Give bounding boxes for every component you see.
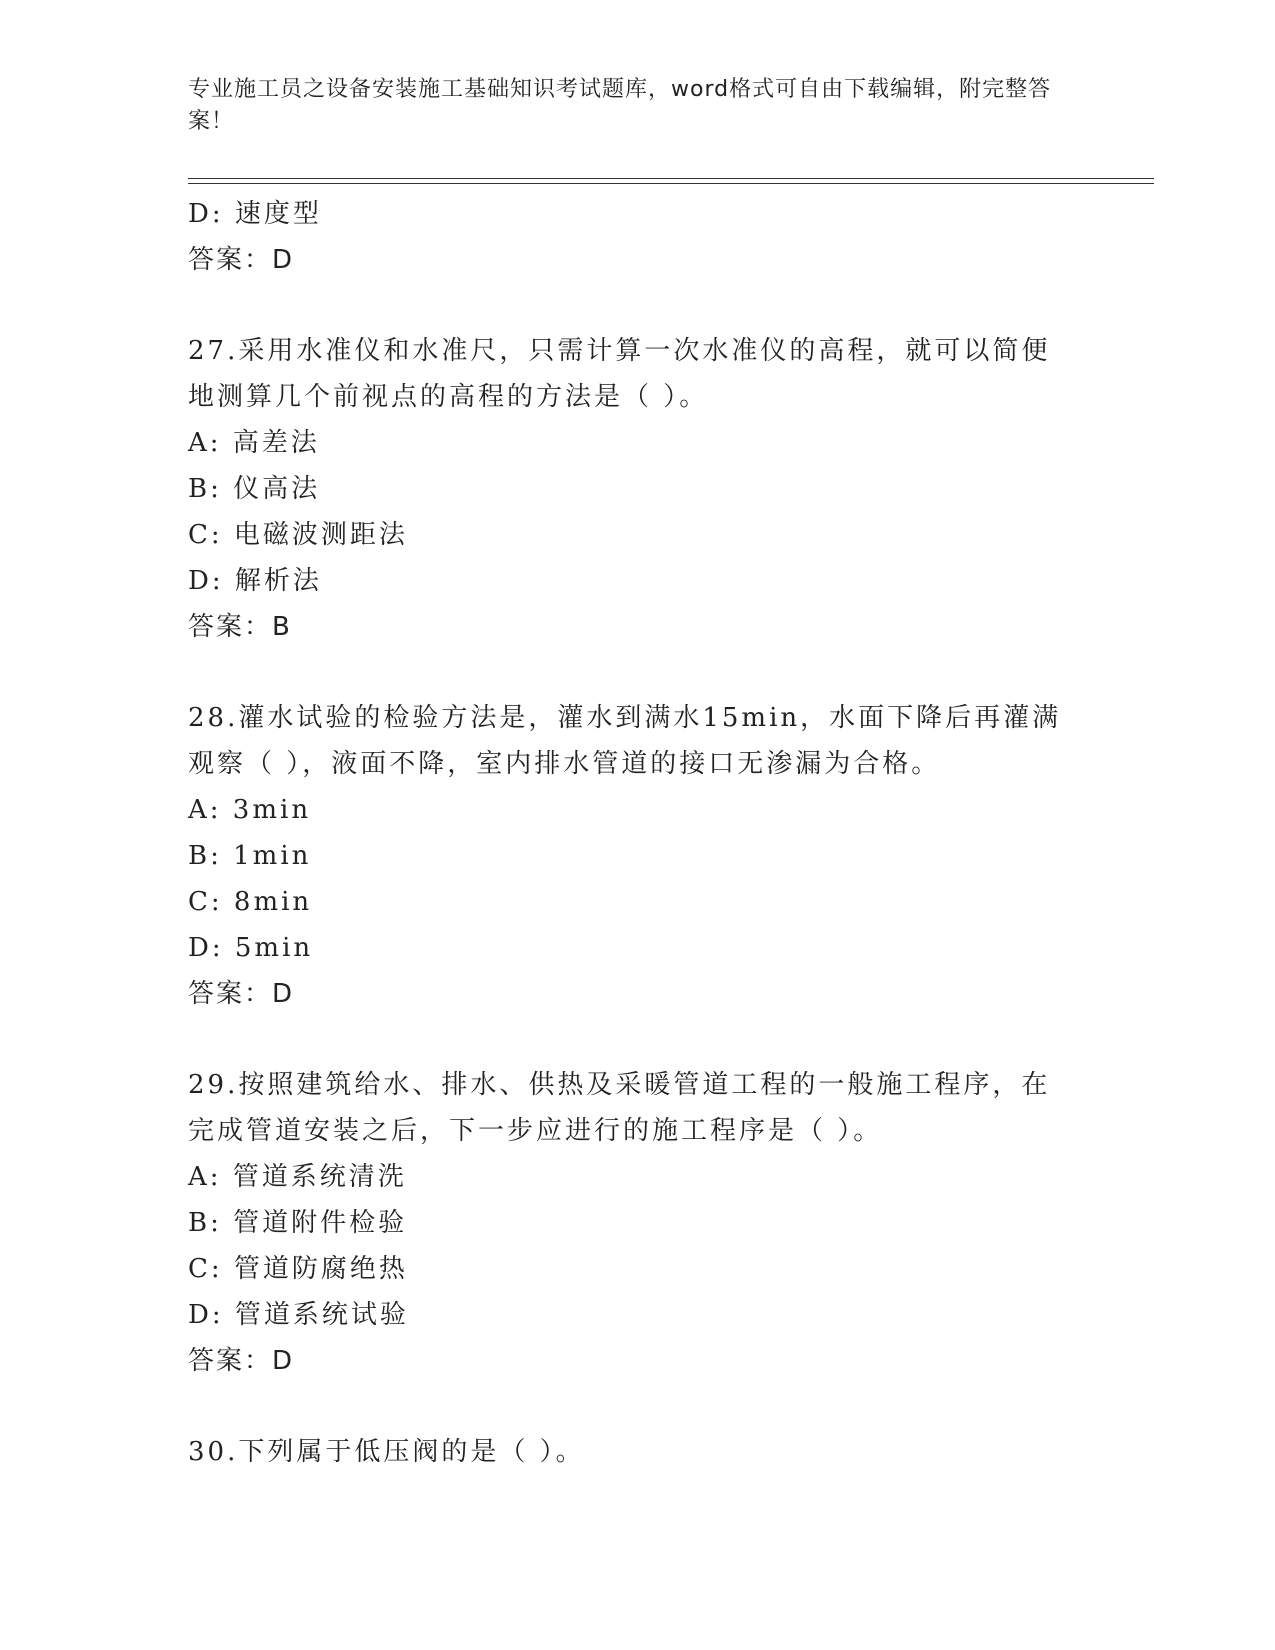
option-d: D: 速度型: [188, 199, 322, 229]
option-a: A: 管道系统清洗: [188, 1162, 407, 1192]
option-c: C: 电磁波测距法: [188, 520, 408, 550]
question-29: [188, 1062, 1088, 1384]
header-divider-top: [188, 178, 1154, 179]
option-c: C: 8min: [188, 887, 313, 917]
answer-line: 答案：D: [188, 979, 295, 1009]
answer-line: 答案：B: [188, 612, 292, 642]
option-d: D: 解析法: [188, 566, 322, 596]
option-c: C: 管道防腐绝热: [188, 1254, 408, 1284]
question-stem: 29.按照建筑给水、排水、供热及采暖管道工程的一般施工程序，在完成管道安装之后，下一步应进行的施工程序是（ ）。: [188, 1070, 1051, 1146]
question-27: [188, 328, 1088, 650]
option-b: B: 仪高法: [188, 474, 321, 504]
document-body: [188, 191, 1088, 1475]
question-stem: 27.采用水准仪和水准尺，只需计算一次水准仪的高程，就可以简便地测算几个前视点的高程的方法是（ ）。: [188, 336, 1051, 412]
option-d: D: 5min: [188, 933, 314, 963]
question-stem: 28.灌水试验的检验方法是，灌水到满水15min，水面下降后再灌满观察（ ），液面不降，室内排水管道的接口无渗漏为合格。: [188, 703, 1062, 779]
option-b: B: 1min: [188, 841, 312, 871]
question-stem: 30.下列属于低压阀的是（ ）。: [188, 1437, 585, 1467]
header-divider-bottom: [188, 183, 1154, 184]
option-d: D: 管道系统试验: [188, 1300, 409, 1330]
option-a: A: 3min: [188, 795, 312, 825]
answer-line: 答案：D: [188, 245, 295, 275]
option-a: A: 高差法: [188, 428, 320, 458]
document-header: 专业施工员之设备安装施工基础知识考试题库，word格式可自由下载编辑，附完整答案！: [188, 77, 1052, 134]
option-b: B: 管道附件检验: [188, 1208, 408, 1238]
answer-line: 答案：D: [188, 1346, 295, 1376]
question-28: [188, 695, 1088, 1017]
question-30: [188, 1429, 1088, 1475]
